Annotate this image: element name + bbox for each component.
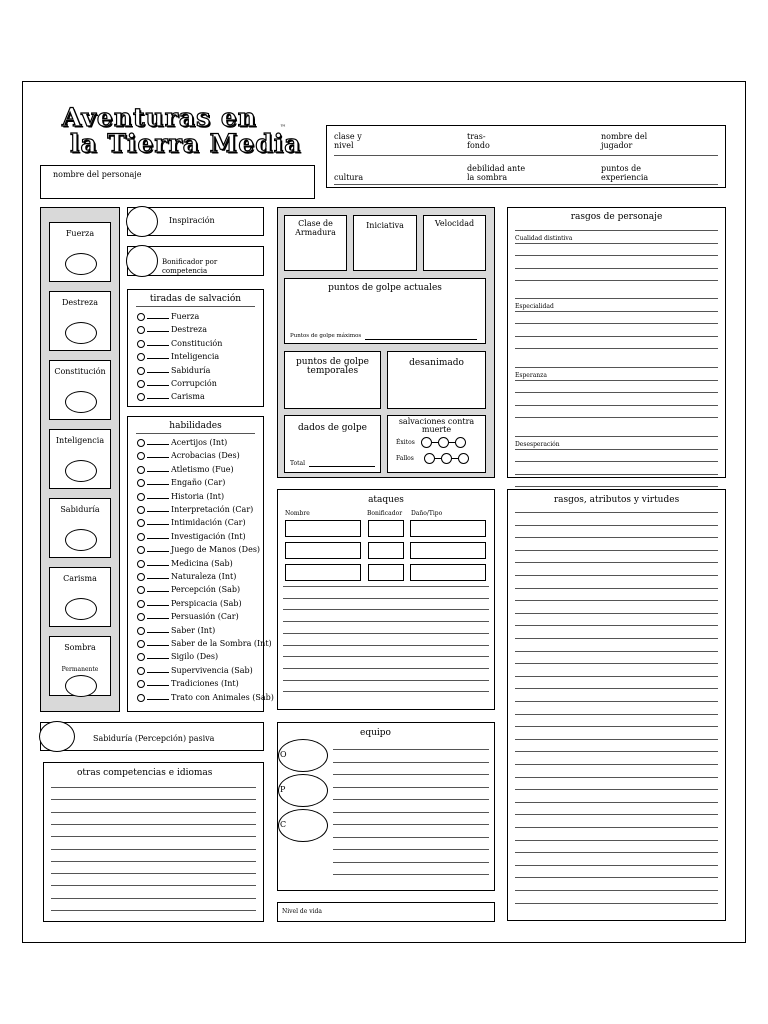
equipment-title: equipo bbox=[360, 728, 391, 738]
proficiency-circle[interactable] bbox=[137, 560, 145, 568]
write-line[interactable] bbox=[51, 910, 256, 911]
proficiency-row[interactable] bbox=[137, 626, 215, 635]
write-line[interactable] bbox=[283, 598, 489, 599]
attribute-label: Carisma bbox=[63, 574, 97, 583]
proficiency-label: Engaño (Car) bbox=[171, 478, 226, 488]
proficiency-label: Interpretación (Car) bbox=[171, 505, 254, 514]
write-line[interactable] bbox=[333, 762, 489, 763]
lifestyle-label: Nivel de vida bbox=[282, 908, 322, 915]
features-box bbox=[507, 489, 726, 921]
write-line[interactable] bbox=[515, 739, 718, 740]
write-line[interactable] bbox=[515, 638, 718, 639]
write-line[interactable] bbox=[515, 852, 718, 853]
hit-dice-total: Total bbox=[290, 460, 306, 467]
write-line[interactable] bbox=[515, 588, 718, 589]
write-line[interactable] bbox=[515, 268, 718, 269]
current-hp-box[interactable] bbox=[284, 278, 486, 344]
attribute-modifier-oval[interactable] bbox=[65, 460, 97, 482]
proficiency-label: Acertijos (Int) bbox=[171, 438, 228, 447]
proficiency-row[interactable] bbox=[137, 451, 240, 460]
write-line[interactable] bbox=[333, 799, 489, 800]
saves-box bbox=[127, 289, 264, 407]
write-line[interactable] bbox=[515, 336, 718, 337]
attribute-label: Sombra bbox=[64, 643, 96, 652]
successes-label: Éxitos bbox=[396, 439, 415, 446]
trait-section-label: Especialidad bbox=[515, 303, 554, 310]
proficiency-row[interactable] bbox=[137, 505, 253, 514]
saves-title: tiradas de salvación bbox=[149, 294, 242, 304]
write-line[interactable] bbox=[51, 849, 256, 850]
current-hp-label: puntos de golpe actuales bbox=[328, 283, 442, 293]
write-line[interactable] bbox=[283, 609, 489, 610]
write-line[interactable] bbox=[515, 575, 718, 576]
attack-field[interactable] bbox=[285, 520, 361, 537]
attack-field[interactable] bbox=[368, 542, 404, 559]
proficiency-label: Sabiduría bbox=[171, 365, 211, 375]
write-line[interactable] bbox=[515, 688, 718, 689]
write-line[interactable] bbox=[333, 812, 489, 813]
write-line[interactable] bbox=[515, 311, 718, 312]
proficiency-row[interactable] bbox=[137, 652, 218, 661]
attribute-box[interactable] bbox=[49, 360, 111, 420]
write-line[interactable] bbox=[515, 777, 718, 778]
proficiency-label: Destreza bbox=[171, 325, 208, 335]
jugador-label: nombre del jugador bbox=[601, 132, 648, 150]
proficiency-row[interactable] bbox=[137, 532, 246, 541]
proficiency-circle[interactable] bbox=[137, 533, 145, 541]
proficiency-circle[interactable] bbox=[137, 694, 145, 702]
write-line[interactable] bbox=[515, 323, 718, 324]
proficiency-oval[interactable] bbox=[126, 245, 158, 277]
proficiency-circle[interactable] bbox=[137, 452, 145, 460]
proficiency-row[interactable] bbox=[137, 325, 207, 334]
proficiency-label: Percepción (Sab) bbox=[171, 585, 241, 595]
write-line[interactable] bbox=[283, 668, 489, 669]
dispirited-label: desanimado bbox=[409, 358, 464, 368]
write-line[interactable] bbox=[515, 550, 718, 551]
temp-hp-box[interactable] bbox=[284, 351, 381, 409]
proficiency-label: Carisma bbox=[171, 392, 205, 402]
temp-hp-label: puntos de golpe temporales bbox=[296, 357, 369, 376]
write-line[interactable] bbox=[51, 885, 256, 886]
inspiration-oval[interactable] bbox=[126, 206, 158, 237]
write-line[interactable] bbox=[333, 849, 489, 850]
proficiency-label: Atletismo (Fue) bbox=[171, 464, 234, 474]
attribute-modifier-oval[interactable] bbox=[65, 322, 97, 344]
passive-perception-label: Sabiduría (Percepción) pasiva bbox=[93, 734, 215, 743]
proficiency-row[interactable] bbox=[137, 518, 246, 527]
proficiency-row[interactable] bbox=[137, 492, 224, 501]
write-line[interactable] bbox=[51, 812, 256, 813]
write-line[interactable] bbox=[333, 774, 489, 775]
lifestyle-box[interactable] bbox=[277, 902, 495, 922]
write-line[interactable] bbox=[515, 474, 718, 475]
hit-dice-label: dados de golpe bbox=[298, 423, 367, 433]
proficiency-label: Corrupción bbox=[171, 379, 217, 388]
write-line[interactable] bbox=[515, 663, 718, 664]
write-line[interactable] bbox=[515, 651, 718, 652]
proficiency-label: Acrobacias (Des) bbox=[171, 451, 240, 461]
write-line[interactable] bbox=[515, 865, 718, 866]
attribute-box[interactable] bbox=[49, 636, 111, 696]
write-line[interactable] bbox=[515, 802, 718, 803]
write-line[interactable] bbox=[51, 787, 256, 788]
proficiency-row[interactable] bbox=[137, 478, 225, 487]
proficiency-row[interactable] bbox=[137, 352, 219, 361]
proficiency-row[interactable] bbox=[137, 392, 205, 401]
write-line[interactable] bbox=[515, 764, 718, 765]
attack-field[interactable] bbox=[368, 520, 404, 537]
proficiency-circle[interactable] bbox=[137, 680, 145, 688]
proficiency-row[interactable] bbox=[137, 312, 199, 321]
trait-section-label: Esperanza bbox=[515, 372, 547, 379]
attribute-modifier-oval[interactable] bbox=[65, 675, 97, 697]
write-line[interactable] bbox=[515, 280, 718, 281]
write-line[interactable] bbox=[515, 676, 718, 677]
proficiency-circle[interactable] bbox=[137, 313, 145, 321]
proficiency-row[interactable] bbox=[137, 559, 233, 568]
proficiency-label: Medicina (Sab) bbox=[171, 558, 233, 568]
write-line[interactable] bbox=[515, 449, 718, 450]
trait-section-label: Desesperación bbox=[515, 441, 560, 448]
attack-damage-header: Daño/Tipo bbox=[411, 510, 443, 517]
write-line[interactable] bbox=[515, 903, 718, 904]
proficiency-label: Sigilo (Des) bbox=[171, 652, 219, 662]
proficiency-circle[interactable] bbox=[137, 519, 145, 527]
write-line[interactable] bbox=[515, 789, 718, 790]
attack-field[interactable] bbox=[410, 564, 486, 581]
write-line[interactable] bbox=[515, 613, 718, 614]
attribute-label: Fuerza bbox=[65, 229, 95, 238]
experiencia-label: puntos de experiencia bbox=[601, 164, 649, 182]
proficiency-label: Inteligencia bbox=[171, 352, 220, 362]
proficiencies-box bbox=[43, 762, 264, 922]
write-line[interactable] bbox=[283, 680, 489, 681]
proficiency-label: Saber de la Sombra (Int) bbox=[171, 639, 272, 648]
write-line[interactable] bbox=[515, 392, 718, 393]
cultura-label: cultura bbox=[334, 173, 364, 182]
proficiency-circle[interactable] bbox=[137, 627, 145, 635]
proficiency-circle[interactable] bbox=[137, 546, 145, 554]
proficiency-circle[interactable] bbox=[137, 340, 145, 348]
armor-class-label: Clase de Armadura bbox=[295, 219, 336, 237]
attribute-modifier-oval[interactable] bbox=[65, 391, 97, 413]
proficiency-circle[interactable] bbox=[137, 326, 145, 334]
write-line[interactable] bbox=[515, 814, 718, 815]
write-line[interactable] bbox=[515, 726, 718, 727]
proficiency-label: Constitución bbox=[171, 338, 223, 348]
proficiency-box[interactable] bbox=[127, 246, 264, 276]
write-line[interactable] bbox=[515, 714, 718, 715]
write-line[interactable] bbox=[333, 824, 489, 825]
attacks-title: ataques bbox=[368, 495, 404, 505]
proficiency-label: Fuerza bbox=[171, 312, 200, 321]
proficiency-row[interactable] bbox=[137, 379, 217, 388]
write-line[interactable] bbox=[333, 862, 489, 863]
proficiency-row[interactable] bbox=[137, 585, 240, 594]
write-line[interactable] bbox=[515, 600, 718, 601]
proficiency-circle[interactable] bbox=[137, 600, 145, 608]
proficiency-circle[interactable] bbox=[137, 667, 145, 675]
proficiency-label: Juego de Manos (Des) bbox=[171, 545, 261, 555]
write-line[interactable] bbox=[515, 562, 718, 563]
proficiency-row[interactable] bbox=[137, 693, 274, 702]
skills-title: habilidades bbox=[169, 421, 222, 431]
title-line-1: Aventuras en bbox=[62, 103, 257, 132]
coin-oval[interactable] bbox=[278, 774, 328, 807]
features-title: rasgos, atributos y virtudes bbox=[553, 495, 680, 505]
trasfondo-label: tras- fondo bbox=[467, 132, 490, 150]
proficiency-row[interactable] bbox=[137, 599, 242, 608]
proficiency-label: Intimidación (Car) bbox=[171, 518, 246, 528]
write-line[interactable] bbox=[283, 633, 489, 634]
proficiency-row[interactable] bbox=[137, 666, 253, 675]
proficiency-label: Trato con Animales (Sab) bbox=[171, 692, 274, 702]
coin-label: P bbox=[280, 785, 286, 794]
write-line[interactable] bbox=[515, 230, 718, 231]
proficiency-row[interactable] bbox=[137, 572, 236, 581]
write-line[interactable] bbox=[333, 837, 489, 838]
write-line[interactable] bbox=[515, 512, 718, 513]
proficiency-row[interactable] bbox=[137, 545, 260, 554]
max-hp-label: Puntos de golpe máximos bbox=[290, 333, 362, 339]
header-info-box bbox=[326, 125, 726, 188]
write-line[interactable] bbox=[333, 787, 489, 788]
write-line[interactable] bbox=[283, 586, 489, 587]
write-line[interactable] bbox=[283, 656, 489, 657]
proficiency-circle[interactable] bbox=[137, 653, 145, 661]
write-line[interactable] bbox=[515, 380, 718, 381]
attack-bonus-header: Bonificador bbox=[367, 510, 403, 517]
coin-label: C bbox=[280, 820, 287, 829]
proficiency-circle[interactable] bbox=[137, 573, 145, 581]
inspiration-label: Inspiración bbox=[169, 216, 215, 225]
armor-class-box[interactable] bbox=[284, 215, 347, 271]
speed-label: Velocidad bbox=[434, 219, 475, 228]
write-line[interactable] bbox=[515, 255, 718, 256]
write-line[interactable] bbox=[515, 701, 718, 702]
write-line[interactable] bbox=[51, 898, 256, 899]
write-line[interactable] bbox=[515, 525, 718, 526]
write-line[interactable] bbox=[515, 827, 718, 828]
proficiency-label: Bonificador por competencia bbox=[162, 258, 218, 275]
death-saves-box[interactable] bbox=[387, 415, 486, 473]
write-line[interactable] bbox=[515, 751, 718, 752]
trademark: ™ bbox=[280, 124, 286, 131]
death-saves-label: salvaciones contra muerte bbox=[398, 417, 475, 434]
attacks-box bbox=[277, 489, 495, 710]
equipment-box bbox=[277, 722, 495, 891]
character-name-box[interactable] bbox=[40, 165, 315, 199]
attack-field[interactable] bbox=[410, 542, 486, 559]
skills-box bbox=[127, 416, 274, 712]
write-line[interactable] bbox=[283, 621, 489, 622]
hit-dice-box[interactable] bbox=[284, 415, 381, 473]
attribute-modifier-oval[interactable] bbox=[65, 598, 97, 620]
shadow-permanent-label: Permanente bbox=[61, 666, 99, 673]
proficiency-circle[interactable] bbox=[137, 479, 145, 487]
attribute-box[interactable] bbox=[49, 429, 111, 489]
write-line[interactable] bbox=[333, 874, 489, 875]
proficiency-circle[interactable] bbox=[137, 393, 145, 401]
attack-field[interactable] bbox=[410, 520, 486, 537]
proficiency-label: Supervivencia (Sab) bbox=[171, 665, 253, 675]
attribute-modifier-oval[interactable] bbox=[65, 529, 97, 551]
attribute-box[interactable] bbox=[49, 567, 111, 627]
proficiency-label: Perspicacia (Sab) bbox=[171, 598, 242, 608]
proficiency-label: Saber (Int) bbox=[171, 625, 216, 635]
write-line[interactable] bbox=[515, 461, 718, 462]
write-line[interactable] bbox=[283, 691, 489, 692]
proficiency-label: Investigación (Int) bbox=[171, 531, 246, 541]
attribute-label: Sabiduría bbox=[60, 505, 100, 514]
traits-box bbox=[507, 207, 726, 478]
write-line[interactable] bbox=[51, 824, 256, 825]
write-line[interactable] bbox=[515, 367, 718, 368]
attack-field[interactable] bbox=[368, 564, 404, 581]
proficiency-label: Tradiciones (Int) bbox=[171, 679, 239, 689]
proficiency-circle[interactable] bbox=[137, 466, 145, 474]
write-line[interactable] bbox=[515, 840, 718, 841]
write-line[interactable] bbox=[333, 749, 489, 750]
dispirited-box[interactable] bbox=[387, 351, 486, 409]
attribute-label: Destreza bbox=[61, 298, 98, 307]
initiative-label: Iniciativa bbox=[366, 221, 404, 230]
coin-label: O bbox=[280, 750, 287, 759]
attack-name-header: Nombre bbox=[285, 510, 310, 517]
proficiency-row[interactable] bbox=[137, 366, 210, 375]
proficiency-circle[interactable] bbox=[137, 367, 145, 375]
proficiency-row[interactable] bbox=[137, 612, 239, 621]
clase-label: clase y nivel bbox=[334, 132, 362, 150]
debilidad-label: debilidad ante la sombra bbox=[467, 164, 526, 182]
write-line[interactable] bbox=[515, 417, 718, 418]
proficiency-label: Persuasión (Car) bbox=[171, 612, 239, 622]
proficiency-row[interactable] bbox=[137, 438, 227, 447]
proficiency-circle[interactable] bbox=[137, 380, 145, 388]
proficiency-circle[interactable] bbox=[137, 493, 145, 501]
write-line[interactable] bbox=[515, 625, 718, 626]
attribute-modifier-oval[interactable] bbox=[65, 253, 97, 275]
write-line[interactable] bbox=[51, 836, 256, 837]
proficiency-circle[interactable] bbox=[137, 640, 145, 648]
attribute-box[interactable] bbox=[49, 498, 111, 558]
attribute-label: Inteligencia bbox=[55, 436, 105, 445]
proficiency-label: Naturaleza (Int) bbox=[171, 572, 237, 581]
write-line[interactable] bbox=[51, 873, 256, 874]
success-circles[interactable] bbox=[421, 439, 466, 446]
initiative-box[interactable] bbox=[353, 215, 417, 271]
write-line[interactable] bbox=[283, 645, 489, 646]
proficiency-circle[interactable] bbox=[137, 613, 145, 621]
character-name-label: nombre del personaje bbox=[53, 170, 142, 179]
proficiency-circle[interactable] bbox=[137, 506, 145, 514]
proficiency-row[interactable] bbox=[137, 639, 272, 648]
inspiration-box[interactable] bbox=[127, 207, 264, 236]
proficiency-label: Historia (Int) bbox=[171, 491, 225, 501]
title-line-2: la Tierra Media bbox=[70, 129, 302, 158]
proficiency-row[interactable] bbox=[137, 339, 222, 348]
write-line[interactable] bbox=[515, 436, 718, 437]
attack-field[interactable] bbox=[285, 564, 361, 581]
write-line[interactable] bbox=[515, 298, 718, 299]
attribute-box[interactable] bbox=[49, 222, 111, 282]
traits-title: rasgos de personaje bbox=[570, 212, 663, 222]
passive-perception-box[interactable] bbox=[40, 722, 264, 751]
write-line[interactable] bbox=[51, 799, 256, 800]
write-line[interactable] bbox=[515, 243, 718, 244]
passive-perception-oval[interactable] bbox=[39, 721, 75, 752]
proficiency-row[interactable] bbox=[137, 679, 239, 688]
proficiency-circle[interactable] bbox=[137, 439, 145, 447]
trait-section-label: Cualidad distintiva bbox=[515, 235, 573, 242]
attribute-label: Constitución bbox=[54, 367, 106, 376]
attack-field[interactable] bbox=[285, 542, 361, 559]
speed-box[interactable] bbox=[423, 215, 486, 271]
write-line[interactable] bbox=[515, 877, 718, 878]
write-line[interactable] bbox=[515, 486, 718, 487]
proficiency-row[interactable] bbox=[137, 465, 234, 474]
attribute-box[interactable] bbox=[49, 291, 111, 351]
write-line[interactable] bbox=[51, 861, 256, 862]
proficiencies-title: otras competencias e idiomas bbox=[77, 768, 213, 778]
failure-circles[interactable] bbox=[424, 455, 469, 462]
write-line[interactable] bbox=[515, 890, 718, 891]
proficiency-circle[interactable] bbox=[137, 586, 145, 594]
failures-label: Fallos bbox=[396, 455, 414, 462]
write-line[interactable] bbox=[515, 537, 718, 538]
proficiency-circle[interactable] bbox=[137, 353, 145, 361]
write-line[interactable] bbox=[515, 405, 718, 406]
write-line[interactable] bbox=[515, 348, 718, 349]
